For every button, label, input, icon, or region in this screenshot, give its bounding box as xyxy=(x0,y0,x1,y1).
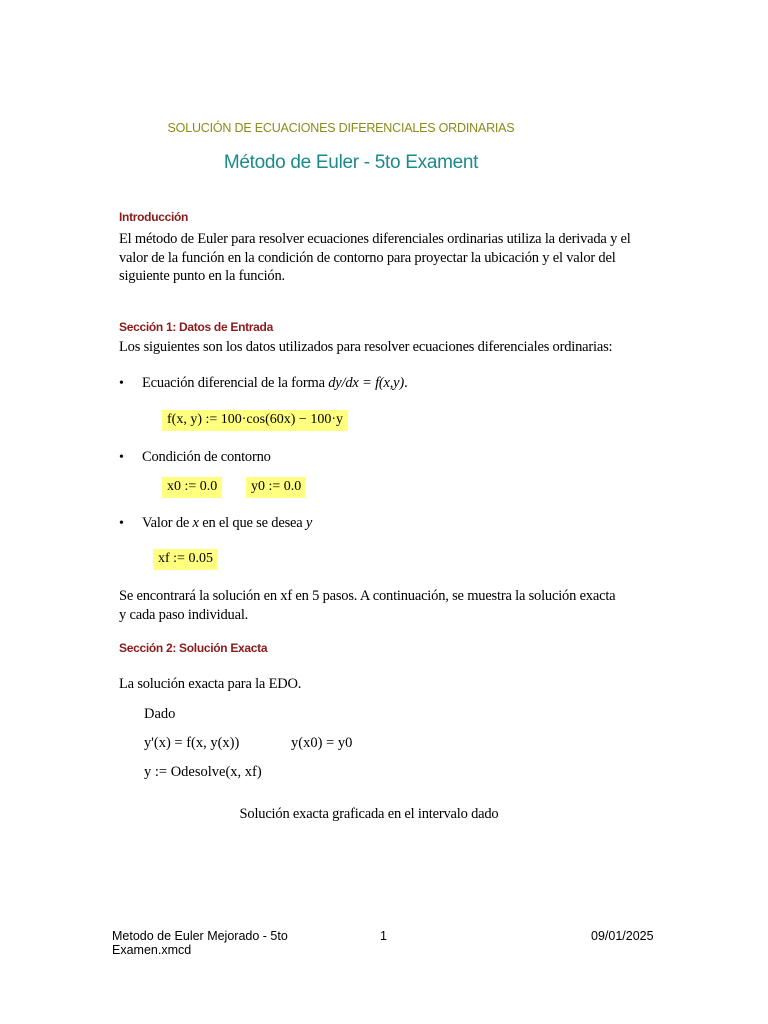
footer-filename xyxy=(112,929,288,957)
given-keyword: Dado xyxy=(144,706,176,722)
bullet-marker: • xyxy=(119,516,124,531)
footer-filename-line1: Metodo de Euler Mejorado - 5to xyxy=(112,929,288,943)
footer-page-number: 1 xyxy=(380,929,387,943)
target-x-prefix: Valor de xyxy=(142,515,193,531)
ode-form-suffix: . xyxy=(404,375,408,391)
section1-paragraph: Los siguientes son los datos utilizados para resolver ecuaciones diferenciales ordinarias: xyxy=(119,339,613,355)
target-y-variable: y xyxy=(305,515,313,531)
footer-filename-line2: Examen.xmcd xyxy=(112,943,192,957)
section2-heading: Sección 2: Solución Exacta xyxy=(119,641,268,655)
initial-condition[interactable]: y(x0) = y0 xyxy=(291,735,353,751)
document-subtitle: SOLUCIÓN DE ECUACIONES DIFERENCIALES ORDINARIAS xyxy=(167,121,515,135)
document-title: Método de Euler - 5to Exament xyxy=(223,152,479,173)
target-x-variable: x xyxy=(192,515,199,531)
intro-paragraph: El método de Euler para resolver ecuaciones diferenciales ordinarias utiliza la derivada y el valor de la función en la condición de contorno para proyectar la ubicación y el valor del siguiente punto en la función. xyxy=(119,231,631,284)
steps-note: Se encontrará la solución en xf en 5 pasos. A continuación, se muestra la solución exacta y cada paso individual. xyxy=(119,588,616,623)
y0-definition[interactable]: y0 := 0.0 xyxy=(246,477,306,498)
bullet-ode-form xyxy=(142,375,408,392)
bullet-marker: • xyxy=(119,450,124,465)
plot-caption: Solución exacta graficada en el intervalo dado xyxy=(239,806,499,822)
xf-definition[interactable]: xf := 0.05 xyxy=(153,549,218,570)
section2-paragraph: La solución exacta para la EDO. xyxy=(119,676,302,692)
boundary-condition-label: Condición de contorno xyxy=(142,449,271,465)
odesolve-definition[interactable]: y := Odesolve(x, xf) xyxy=(144,764,262,780)
ode-form-expression: dy/dx = f(x,y) xyxy=(328,375,405,391)
section1-heading: Sección 1: Datos de Entrada xyxy=(119,320,273,334)
footer-date: 09/01/2025 xyxy=(591,929,654,943)
target-x-middle: en el que se desea xyxy=(198,515,306,531)
bullet-target-x xyxy=(142,515,312,532)
bullet-marker: • xyxy=(119,376,124,391)
ode-constraint[interactable]: y'(x) = f(x, y(x)) xyxy=(144,735,240,751)
ode-form-prefix: Ecuación diferencial de la forma xyxy=(142,375,329,391)
function-definition[interactable]: f(x, y) := 100·cos(60x) − 100·y xyxy=(162,410,348,431)
intro-heading: Introducción xyxy=(119,210,189,224)
x0-definition[interactable]: x0 := 0.0 xyxy=(162,477,222,498)
